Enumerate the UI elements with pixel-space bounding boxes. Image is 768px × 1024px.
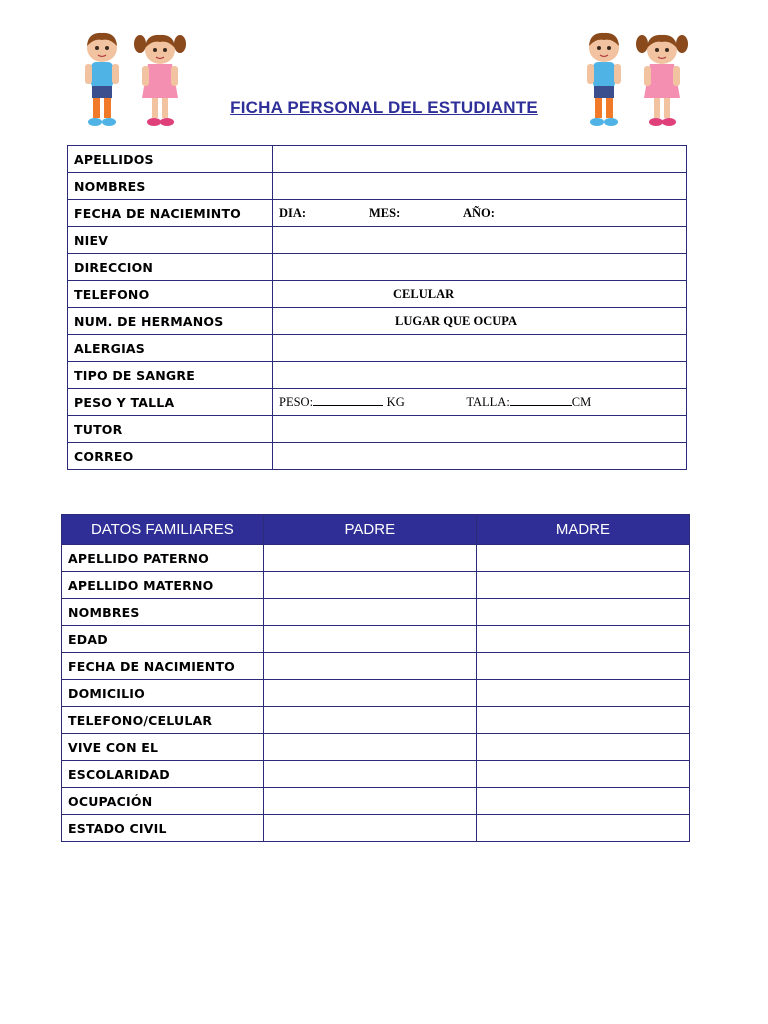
dia-label: DIA: — [279, 206, 307, 220]
kg-label: KG — [386, 395, 405, 409]
table-row — [62, 680, 690, 707]
padre-field[interactable] — [263, 707, 476, 734]
label-niev: NIEV — [68, 227, 273, 254]
family-row-label: DOMICILIO — [62, 680, 264, 707]
field-niev[interactable] — [273, 227, 687, 254]
mes-label: MES: — [369, 206, 401, 220]
table-row — [68, 146, 687, 173]
table-row — [62, 788, 690, 815]
field-peso-talla[interactable] — [273, 389, 687, 416]
peso-label: PESO: — [279, 395, 314, 409]
label-hermanos: NUM. DE HERMANOS — [68, 308, 273, 335]
table-row — [68, 389, 687, 416]
family-row-label: APELLIDO PATERNO — [62, 545, 264, 572]
table-row — [68, 281, 687, 308]
madre-field[interactable] — [476, 788, 689, 815]
anio-label: AÑO: — [463, 206, 495, 220]
cm-label: CM — [571, 395, 592, 409]
label-telefono: TELEFONO — [68, 281, 273, 308]
header-madre: MADRE — [476, 515, 689, 545]
table-row — [62, 734, 690, 761]
table-row — [68, 362, 687, 389]
field-hermanos[interactable] — [273, 308, 687, 335]
padre-field[interactable] — [263, 815, 476, 842]
table-row — [62, 653, 690, 680]
madre-field[interactable] — [476, 707, 689, 734]
madre-field[interactable] — [476, 572, 689, 599]
table-row — [62, 815, 690, 842]
field-apellidos[interactable] — [273, 146, 687, 173]
field-nombres[interactable] — [273, 173, 687, 200]
family-row-label: NOMBRES — [62, 599, 264, 626]
table-row — [68, 335, 687, 362]
madre-field[interactable] — [476, 761, 689, 788]
family-row-label: APELLIDO MATERNO — [62, 572, 264, 599]
padre-field[interactable] — [263, 626, 476, 653]
label-nombres: NOMBRES — [68, 173, 273, 200]
header-padre: PADRE — [263, 515, 476, 545]
family-row-label: ESCOLARIDAD — [62, 761, 264, 788]
family-row-label: ESTADO CIVIL — [62, 815, 264, 842]
table-row — [62, 707, 690, 734]
padre-field[interactable] — [263, 734, 476, 761]
family-row-label: FECHA DE NACIMIENTO — [62, 653, 264, 680]
table-row — [68, 416, 687, 443]
field-sangre[interactable] — [273, 362, 687, 389]
madre-field[interactable] — [476, 653, 689, 680]
field-tutor[interactable] — [273, 416, 687, 443]
madre-field[interactable] — [476, 815, 689, 842]
label-direccion: DIRECCION — [68, 254, 273, 281]
family-row-label: EDAD — [62, 626, 264, 653]
madre-field[interactable] — [476, 599, 689, 626]
field-alergias[interactable] — [273, 335, 687, 362]
table-row — [62, 626, 690, 653]
label-correo: CORREO — [68, 443, 273, 470]
talla-label: TALLA: — [466, 395, 510, 409]
family-data-table — [61, 514, 690, 842]
table-row — [62, 545, 690, 572]
table-row — [62, 599, 690, 626]
label-apellidos: APELLIDOS — [68, 146, 273, 173]
family-rows — [62, 545, 690, 842]
field-telefono[interactable] — [273, 281, 687, 308]
padre-field[interactable] — [263, 545, 476, 572]
madre-field[interactable] — [476, 545, 689, 572]
madre-field[interactable] — [476, 734, 689, 761]
table-row — [68, 308, 687, 335]
label-peso-talla: PESO Y TALLA — [68, 389, 273, 416]
madre-field[interactable] — [476, 626, 689, 653]
madre-field[interactable] — [476, 680, 689, 707]
field-direccion[interactable] — [273, 254, 687, 281]
family-row-label: OCUPACIÓN — [62, 788, 264, 815]
celular-label: CELULAR — [393, 287, 455, 301]
header-datos-familiares: DATOS FAMILIARES — [62, 515, 264, 545]
field-fecha[interactable] — [273, 200, 687, 227]
label-fecha: FECHA DE NACIEMINTO — [68, 200, 273, 227]
label-tutor: TUTOR — [68, 416, 273, 443]
label-sangre: TIPO DE SANGRE — [68, 362, 273, 389]
label-alergias: ALERGIAS — [68, 335, 273, 362]
table-row — [62, 572, 690, 599]
table-row — [68, 443, 687, 470]
table-row — [68, 254, 687, 281]
family-row-label: VIVE CON EL — [62, 734, 264, 761]
padre-field[interactable] — [263, 788, 476, 815]
lugar-label: LUGAR QUE OCUPA — [395, 314, 517, 328]
page-title: FICHA PERSONAL DEL ESTUDIANTE — [230, 98, 538, 117]
student-info-table — [67, 145, 687, 470]
table-header-row — [62, 515, 690, 545]
padre-field[interactable] — [263, 599, 476, 626]
padre-field[interactable] — [263, 572, 476, 599]
padre-field[interactable] — [263, 680, 476, 707]
table-row — [62, 761, 690, 788]
peso-blank[interactable] — [313, 394, 383, 406]
family-row-label: TELEFONO/CELULAR — [62, 707, 264, 734]
padre-field[interactable] — [263, 653, 476, 680]
table-row — [68, 227, 687, 254]
table-row — [68, 200, 687, 227]
talla-blank[interactable] — [510, 394, 572, 406]
table-row — [68, 173, 687, 200]
padre-field[interactable] — [263, 761, 476, 788]
field-correo[interactable] — [273, 443, 687, 470]
